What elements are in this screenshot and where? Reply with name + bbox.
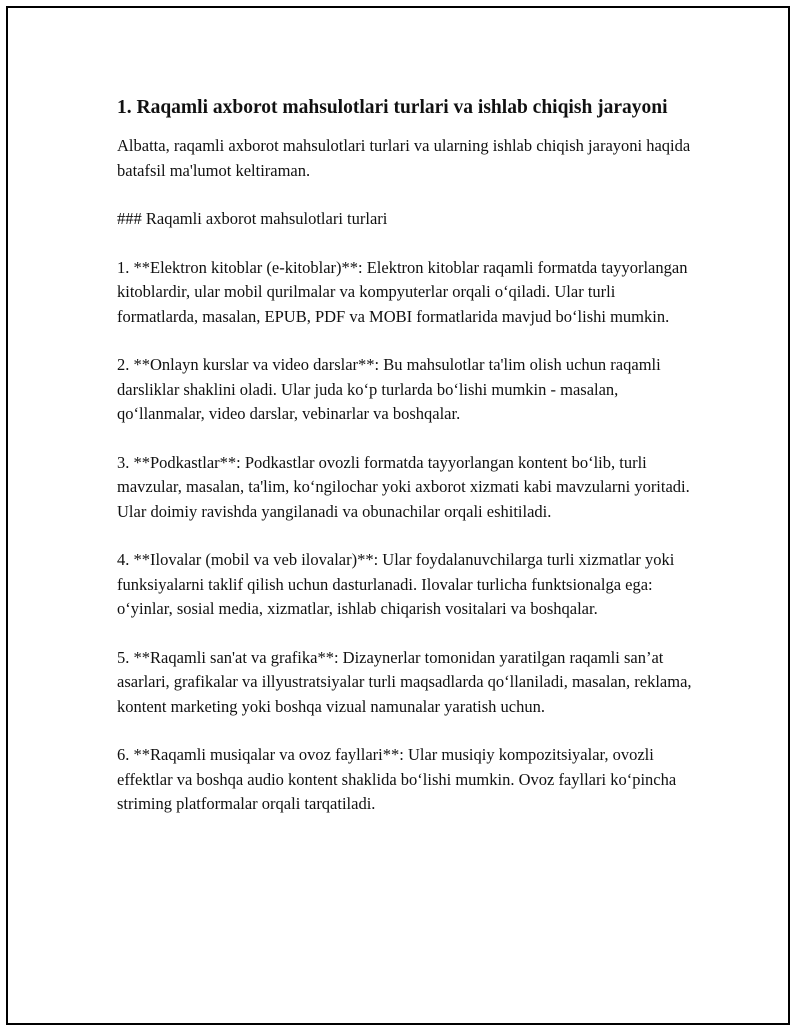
list-item-online-courses: 2. **Onlayn kurslar va video darslar**: Bu mahsulotlar ta'lim olish uchun raqamli darsliklar shaklini oladi. Ular juda ko‘p turlarda bo‘lishi mumkin - masalan, qo‘llanmalar, video darslar, vebinarlar va boshqalar. bbox=[117, 355, 661, 423]
list-item-digital-music: 6. **Raqamli musiqalar va ovoz fayllari**: Ular musiqiy kompozitsiyalar, ovozli effektlar va boshqa audio kontent shaklida bo‘lishi mumkin. Ovoz fayllari ko‘pincha striming platformalar orqali tarqatiladi. bbox=[117, 745, 677, 813]
list-item-podcasts: 3. **Podkastlar**: Podkastlar ovozli formatda tayyorlangan kontent bo‘lib, turli mavzular, masalan, ta'lim, ko‘ngilochar yoki axborot xizmati kabi mavzularni yoritadi. Ular doimiy ravishda yangilanadi va obunachilar orqali eshitiladi. bbox=[117, 452, 690, 521]
list-item-digital-art: 5. **Raqamli san'at va grafika**: Dizaynerlar tomonidan yaratilgan raqamli san’at asarlari, grafikalar va illyustratsiyalar turli maqsadlarda qo‘llaniladi, masalan, reklama, kontent marketing yoki boshqa vizual namunalar yaratish uchun. bbox=[117, 647, 692, 716]
document-title: 1. Raqamli axborot mahsulotlari turlari va ishlab chiqish jarayoni bbox=[117, 97, 668, 118]
list-item-applications: 4. **Ilovalar (mobil va veb ilovalar)**: Ular foydalanuvchilarga turli xizmatlar yoki funksiyalarni taklif qilish uchun dasturlanadi. Ilovalar turlicha funktsionalga ega: o‘yinlar, sosial media, xizmatlar, ishlab chiqarish vositalari va boshqalar. bbox=[117, 550, 675, 618]
intro-paragraph: Albatta, raqamli axborot mahsulotlari turlari va ularning ishlab chiqish jarayoni haqida batafsil ma'lumot keltiraman. bbox=[117, 136, 691, 180]
list-item-e-books: 1. **Elektron kitoblar (e-kitoblar)**: Elektron kitoblar raqamli formatda tayyorlangan kitoblardir, ular mobil qurilmalar va kompyuterlar orqali o‘qiladi. Ular turli formatlarda, masalan, EPUB, PDF va MOBI formatlarida mavjud bo‘lishi mumkin. bbox=[117, 257, 688, 326]
document-body bbox=[117, 94, 697, 841]
section-heading-paragraph: ### Raqamli axborot mahsulotlari turlari bbox=[117, 209, 388, 228]
